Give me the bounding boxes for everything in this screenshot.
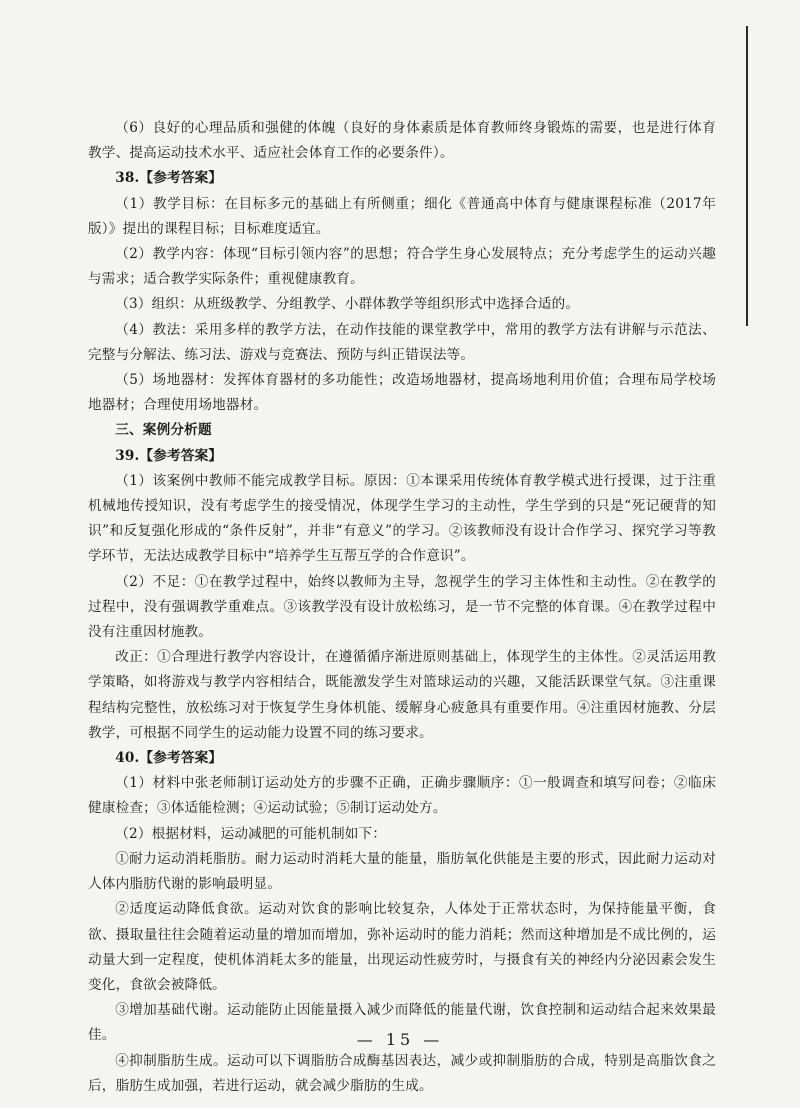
scan-edge-line xyxy=(746,26,748,326)
q38-item-5: （5）场地器材：发挥体育器材的多功能性；改造场地器材，提高场地利用价值；合理布局学校场地器材；合理使用场地器材。 xyxy=(88,372,716,414)
q40-item-2: （2）根据材料，运动减肥的可能机制如下： xyxy=(115,825,387,842)
q39-title: 39.【参考答案】 xyxy=(115,447,223,464)
q40-item-3: ①耐力运动消耗脂肪。耐力运动时消耗大量的能量，脂肪氧化供能是主要的形式，因此耐力运动对人体内脂肪代谢的影响最明显。 xyxy=(88,850,716,893)
q40-item-6: ④抑制脂肪生成。运动可以下调脂肪合成酶基因表达，减少或抑制脂肪的合成，特别是高脂饮食之后，脂肪生成加强，若进行运动，就会减少脂肪的生成。 xyxy=(88,1052,716,1094)
q38-item-1: （1）教学目标：在目标多元的基础上有所侧重；细化《普通高中体育与健康课程标准（2017年版）》提出的课程目标；目标难度适宜。 xyxy=(88,195,716,237)
q39-item-2: （2）不足：①在教学过程中，始终以教师为主导，忽视学生的学习主体性和主动性。②在教学的过程中，没有强调教学重难点。③该教学没有设计放松练习，是一节不完整的体育课。④在教学过程中没有注重因材施教。 xyxy=(88,573,716,641)
page-number: — 15 — xyxy=(356,1030,444,1049)
q38-title: 38.【参考答案】 xyxy=(115,170,223,187)
section-three-title: 三、案例分析题 xyxy=(115,422,212,439)
q39-item-1: （1）该案例中教师不能完成教学目标。原因：①本课采用传统体育教学模式进行授课，过于注重机械地传授知识，没有考虑学生的接受情况，体现学生学习的主动性，学生学到的只是“死记硬背的知识”和反复强化形成的“条件反射”，并非“有意义”的学习。②该教师没有设计合作学习、探究学习等教学环节，无法达成教学目标中“培养学生互帮互学的合作意识”。 xyxy=(88,472,716,565)
q38-item-2: （2）教学内容：体现“目标引领内容”的思想；符合学生身心发展特点；充分考虑学生的运动兴趣与需求；适合教学实际条件；重视健康教育。 xyxy=(88,246,716,288)
answer-content xyxy=(88,116,716,1099)
q39-item-3: 改正：①合理进行教学内容设计，在遵循循序渐进原则基础上，体现学生的主体性。②灵活运用教学策略，如将游戏与教学内容相结合，既能激发学生对篮球运动的兴趣，又能活跃课堂气氛。③注重课程结构完整性，放松练习对于恢复学生身体机能、缓解身心疲惫具有重要作用。④注重因材施教、分层教学，可根据不同学生的运动能力设置不同的练习要求。 xyxy=(88,649,716,741)
answer-line-37-6: （6）良好的心理品质和强健的体魄（良好的身体素质是体育教师终身锻炼的需要，也是进行体育教学、提高运动技术水平、适应社会体育工作的必要条件）。 xyxy=(88,120,716,162)
q40-title: 40.【参考答案】 xyxy=(115,750,223,767)
q38-item-4: （4）教法：采用多样的教学方法，在动作技能的课堂教学中，常用的教学方法有讲解与示范法、完整与分解法、练习法、游戏与竞赛法、预防与纠正错误法等。 xyxy=(88,321,716,363)
q40-item-4: ②适度运动降低食欲。运动对饮食的影响比较复杂，人体处于正常状态时，为保持能量平衡，食欲、摄取量往往会随着运动量的增加而增加，弥补运动时的能力消耗；然而这种增加是不成比例的，运动量大到一定程度，使机体消耗太多的能量，出现运动性疲劳时，与摄食有关的神经内分泌因素会发生变化，食欲会被降低。 xyxy=(88,901,716,993)
q40-item-1: （1）材料中张老师制订运动处方的步骤不正确，正确步骤顺序：①一般调查和填写问卷；②临床健康检查；③体适能检测；④运动试验；⑤制订运动处方。 xyxy=(88,775,716,817)
q40-item-5: ③增加基础代谢。运动能防止因能量摄入减少而降低的能量代谢，饮食控制和运动结合起来效果最佳。 xyxy=(88,1002,716,1044)
q38-item-3: （3）组织：从班级教学、分组教学、小群体教学等组织形式中选择合适的。 xyxy=(115,296,580,313)
